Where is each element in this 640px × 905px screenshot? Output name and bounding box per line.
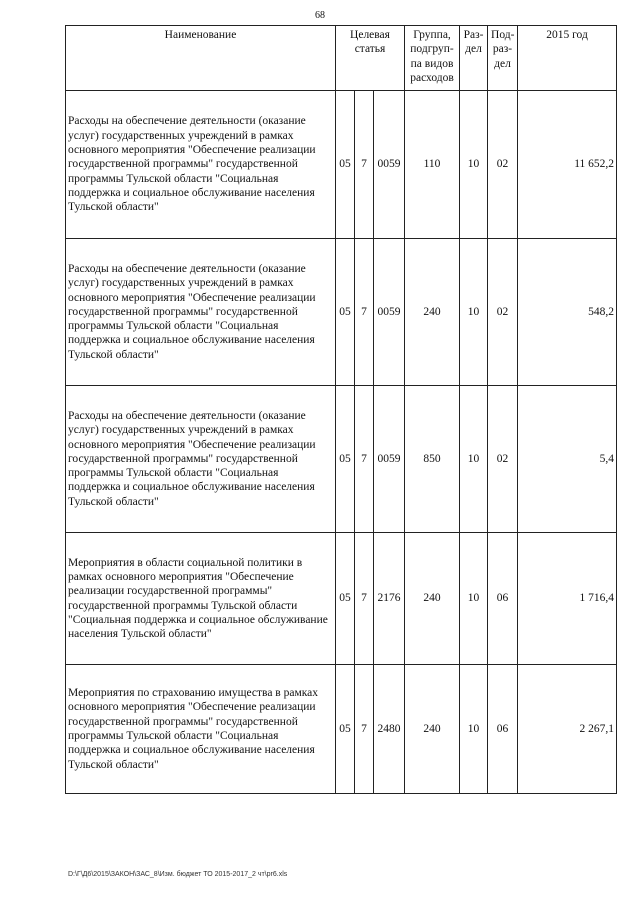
row-subsection: 06 xyxy=(488,533,518,665)
row-group: 110 xyxy=(405,91,460,239)
row-subsection: 02 xyxy=(488,386,518,533)
row-code1: 05 xyxy=(336,533,355,665)
header-expense-group: Группа, подгруп-па видов расходов xyxy=(405,26,460,91)
row-amount: 2 267,1 xyxy=(518,665,617,794)
row-code3: 0059 xyxy=(374,239,405,386)
table-header-row xyxy=(66,26,617,91)
header-year: 2015 год xyxy=(518,26,617,91)
row-name: Мероприятия в области социальной политики в рамках основного мероприятия "Обеспечение реализации государственной программы" государственной программы Тульской области "Социальная поддержка и социальное обслуживание населения Тульской области" xyxy=(66,533,336,665)
page-number: 68 xyxy=(315,10,325,21)
row-section: 10 xyxy=(460,91,488,239)
row-amount: 1 716,4 xyxy=(518,533,617,665)
table-row xyxy=(66,239,617,386)
budget-table xyxy=(65,25,617,794)
row-section: 10 xyxy=(460,386,488,533)
row-section: 10 xyxy=(460,239,488,386)
row-group: 850 xyxy=(405,386,460,533)
row-code2: 7 xyxy=(355,91,374,239)
row-code1: 05 xyxy=(336,665,355,794)
row-subsection: 06 xyxy=(488,665,518,794)
row-subsection: 02 xyxy=(488,239,518,386)
row-code3: 0059 xyxy=(374,386,405,533)
row-section: 10 xyxy=(460,533,488,665)
row-code1: 05 xyxy=(336,239,355,386)
row-code2: 7 xyxy=(355,386,374,533)
row-code1: 05 xyxy=(336,91,355,239)
header-name: Наименование xyxy=(66,26,336,91)
row-code2: 7 xyxy=(355,665,374,794)
row-amount: 11 652,2 xyxy=(518,91,617,239)
header-section: Раз-дел xyxy=(460,26,488,91)
row-code3: 2176 xyxy=(374,533,405,665)
row-code3: 2480 xyxy=(374,665,405,794)
header-target-article: Целевая статья xyxy=(336,26,405,91)
row-subsection: 02 xyxy=(488,91,518,239)
row-code3: 0059 xyxy=(374,91,405,239)
file-path-footer: D:\Г\Д6\2015\ЗАКОН\ЗАС_8\Изм. бюджет ТО 2015-2017_2 чт\pr6.xls xyxy=(68,871,288,878)
table-row xyxy=(66,386,617,533)
row-code2: 7 xyxy=(355,239,374,386)
row-code2: 7 xyxy=(355,533,374,665)
row-name: Расходы на обеспечение деятельности (оказание услуг) государственных учреждений в рамках основного мероприятия "Обеспечение реализации государственной программы" государственной программы Тульской области "Социальная поддержка и социальное обслуживание населения Тульской области" xyxy=(66,239,336,386)
row-group: 240 xyxy=(405,533,460,665)
row-section: 10 xyxy=(460,665,488,794)
table-row xyxy=(66,665,617,794)
table-row xyxy=(66,91,617,239)
row-name: Расходы на обеспечение деятельности (оказание услуг) государственных учреждений в рамках основного мероприятия "Обеспечение реализации государственной программы" государственной программы Тульской области "Социальная поддержка и социальное обслуживание населения Тульской области" xyxy=(66,386,336,533)
header-subsection: Под-раз-дел xyxy=(488,26,518,91)
row-name: Мероприятия по страхованию имущества в рамках основного мероприятия "Обеспечение реализации государственной программы" государственной программы Тульской области "Социальная поддержка и социальное обслуживание населения Тульской области" xyxy=(66,665,336,794)
row-group: 240 xyxy=(405,239,460,386)
row-amount: 548,2 xyxy=(518,239,617,386)
row-group: 240 xyxy=(405,665,460,794)
row-name: Расходы на обеспечение деятельности (оказание услуг) государственных учреждений в рамках основного мероприятия "Обеспечение реализации государственной программы" государственной программы Тульской области "Социальная поддержка и социальное обслуживание населения Тульской области" xyxy=(66,91,336,239)
row-code1: 05 xyxy=(336,386,355,533)
table-row xyxy=(66,533,617,665)
row-amount: 5,4 xyxy=(518,386,617,533)
